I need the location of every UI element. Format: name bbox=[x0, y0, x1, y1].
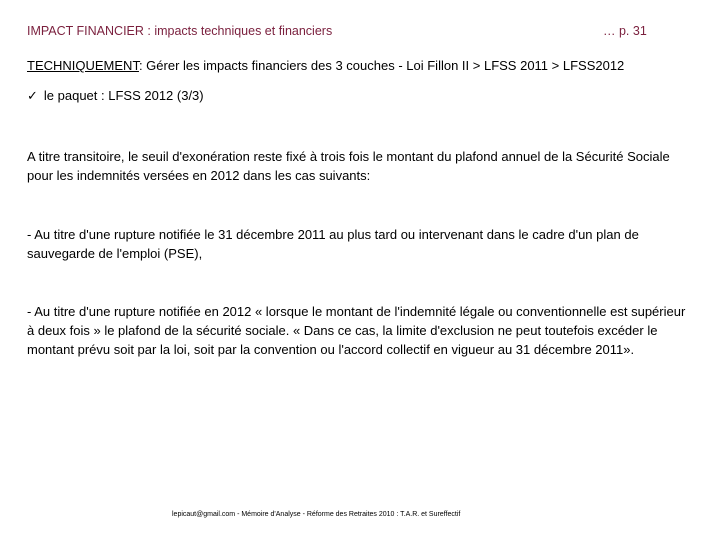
paragraph-case-2: - Au titre d'une rupture notifiée en 2012 « lorsque le montant de l'indemnité légale ou conventionnelle est supérieur à deux fois » le plafond de la sécurité sociale. « Dans ce cas, la limite d'exclusion ne peut toutefois excéder le montant prévu soit par la loi, soit par la convention ou l'accord collectif en vigueur au 31 décembre 2011». bbox=[27, 304, 686, 357]
header-title: IMPACT FINANCIER : impacts techniques et financiers bbox=[27, 24, 333, 38]
check-item bbox=[27, 88, 204, 104]
paragraph-intro: A titre transitoire, le seuil d'exonération reste fixé à trois fois le montant du plafond annuel de la Sécurité Sociale pour les indemnités versées en 2012 dans les cas suivants: bbox=[27, 149, 670, 183]
checkmark-icon: ✓ bbox=[27, 88, 38, 103]
section-subtitle bbox=[27, 58, 697, 73]
subtitle-label: TECHNIQUEMENT bbox=[27, 58, 139, 73]
paragraph-case-1: - Au titre d'une rupture notifiée le 31 décembre 2011 au plus tard ou intervenant dans le cadre d'un plan de sauvegarde de l'emploi (PSE), bbox=[27, 227, 639, 261]
page-number: … p. 31 bbox=[603, 24, 647, 38]
check-item-text: le paquet : LFSS 2012 (3/3) bbox=[43, 88, 204, 103]
footer-text: lepicaut@gmail.com - Mémoire d'Analyse - Réforme des Retraites 2010 : T.A.R. et Sureffectif bbox=[172, 511, 461, 518]
subtitle-text: : Gérer les impacts financiers des 3 couches - Loi Fillon II > LFSS 2011 > LFSS2012 bbox=[138, 58, 625, 73]
